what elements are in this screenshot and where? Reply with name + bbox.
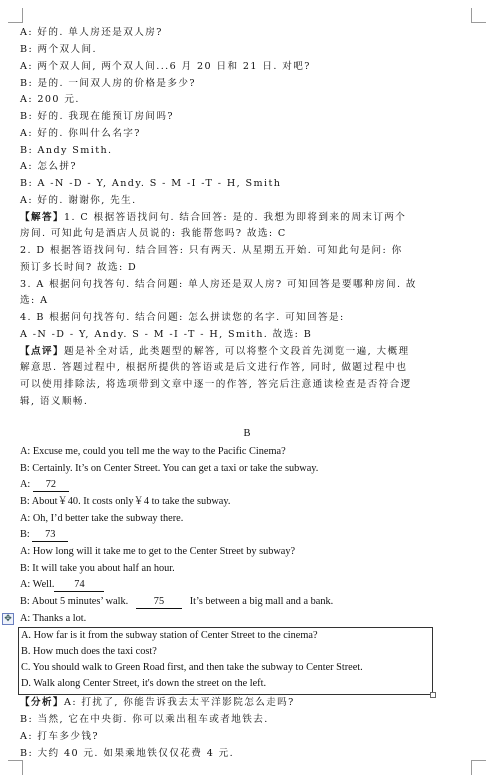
options-table <box>18 627 433 695</box>
dialogue-line: A: Thanks a lot. <box>20 613 87 624</box>
dialogue-line: A: 好的. 谢谢你, 先生. <box>20 195 137 206</box>
answer-explanation-line: 选: A <box>20 295 49 306</box>
dialogue-line: A: 怎么拼? <box>20 161 77 172</box>
dialogue-line: B: 两个双人间. <box>20 44 97 55</box>
comment-heading: 【点评】 <box>20 346 64 357</box>
answer-explanation-line: A -N -D - Y, Andy. S - M -I -T - H, Smith. 故选: B <box>20 329 313 340</box>
dialogue-line: A: 200 元. <box>20 94 80 105</box>
dialogue-line: A: 好的. 单人房还是双人房? <box>20 27 163 38</box>
dialogue-line: A: 好的. 你叫什么名字? <box>20 128 141 139</box>
dialogue-line: B: About 5 minutes’ walk. 75 It’s between a big mall and a bank. <box>20 596 334 607</box>
section-label: B <box>243 428 251 439</box>
answer-blank: 75 <box>136 596 182 609</box>
answer-blank: 74 <box>54 579 104 592</box>
dialogue-line: A: How long will it take me to get to the Center Street by subway? <box>20 546 296 557</box>
answer-explanation-line: 房间. 可知此句是酒店人员说的: 我能帮您吗? 故选: C <box>20 228 287 239</box>
analysis-line: B: 大约 40 元. 如果乘地铁仅仅花费 4 元. <box>20 748 235 759</box>
comment-line: 【点评】题是补全对话, 此类题型的解答, 可以将整个文段首先浏览一遍, 大概理 <box>20 346 410 357</box>
option-b: B. How much does the taxi cost? <box>21 646 157 657</box>
analysis-line: A: 打车多少钱? <box>20 731 99 742</box>
dialogue-line: B: It will take you about half an hour. <box>20 563 175 574</box>
dialogue-line: A: Excuse me, could you tell me the way to the Pacific Cinema? <box>20 446 286 457</box>
answer-explanation-line: 3. A 根据问句找答句. 结合问题: 单人房还是双人房? 可知回答是要哪种房间. 故 <box>20 279 417 290</box>
comment-line: 解意思. 答题过程中, 根据所提供的答语或是后文进行作答, 同时, 做题过程中也 <box>20 362 408 373</box>
analysis-line: B: 当然, 它在中央街. 你可以乘出租车或者地铁去. <box>20 714 269 725</box>
table-move-handle-icon[interactable]: ✥ <box>2 613 14 625</box>
page-corner-mark <box>471 8 486 23</box>
dialogue-line: A: 72 <box>20 477 69 494</box>
option-c: C. You should walk to Green Road first, and then take the subway to Center Street. <box>21 662 363 673</box>
dialogue-line: A: Well. 74 <box>20 577 104 594</box>
answer-heading: 【解答】 <box>20 212 64 223</box>
answer-explanation-line: 2. D 根据答语找问句. 结合回答: 只有两天. 从星期五开始. 可知此句是问: 你 <box>20 245 403 256</box>
option-d: D. Walk along Center Street, it's down the street on the left. <box>21 678 267 689</box>
dialogue-line: A: Oh, I’d better take the subway there. <box>20 513 184 524</box>
analysis-heading: 【分析】 <box>20 697 64 708</box>
page-corner-mark <box>471 760 486 775</box>
option-a: A. How far is it from the subway station of Center Street to the cinema? <box>21 630 318 641</box>
dialogue-line: B: 73 <box>20 527 68 544</box>
dialogue-line: B: Andy Smith. <box>20 145 113 156</box>
dialogue-line: B: Certainly. It’s on Center Street. You can get a taxi or take the subway. <box>20 463 319 474</box>
comment-line: 可以使用排除法, 将选项带到文章中逐一的作答, 答完后注意通读检查是否符合逻 <box>20 379 412 390</box>
table-resize-handle[interactable] <box>430 692 436 698</box>
dialogue-line: B: About￥40. It costs only￥4 to take the subway. <box>20 496 231 507</box>
answer-explanation-line: 4. B 根据问句找答句. 结合问题: 怎么拼读您的名字. 可知回答是: <box>20 312 345 323</box>
page-corner-mark <box>8 8 23 23</box>
answer-explanation-line: 【解答】1. C 根据答语找问句. 结合回答: 是的. 我想为即将到来的周末订两个 <box>20 212 407 223</box>
dialogue-line: B: A -N -D - Y, Andy. S - M -I -T - H, Smith <box>20 178 282 189</box>
dialogue-line: B: 好的. 我现在能预订房间吗? <box>20 111 174 122</box>
comment-line: 辑, 语义顺畅. <box>20 396 89 407</box>
analysis-line: 【分析】A: 打扰了, 你能告诉我去太平洋影院怎么走吗? <box>20 697 295 708</box>
answer-blank: 72 <box>33 479 69 492</box>
answer-explanation-line: 预订多长时间? 故选: D <box>20 262 138 273</box>
answer-blank: 73 <box>32 529 68 542</box>
dialogue-line: B: 是的. 一间双人房的价格是多少? <box>20 78 196 89</box>
dialogue-line: A: 两个双人间, 两个双人间...6 月 20 日和 21 日. 对吧? <box>20 61 311 72</box>
